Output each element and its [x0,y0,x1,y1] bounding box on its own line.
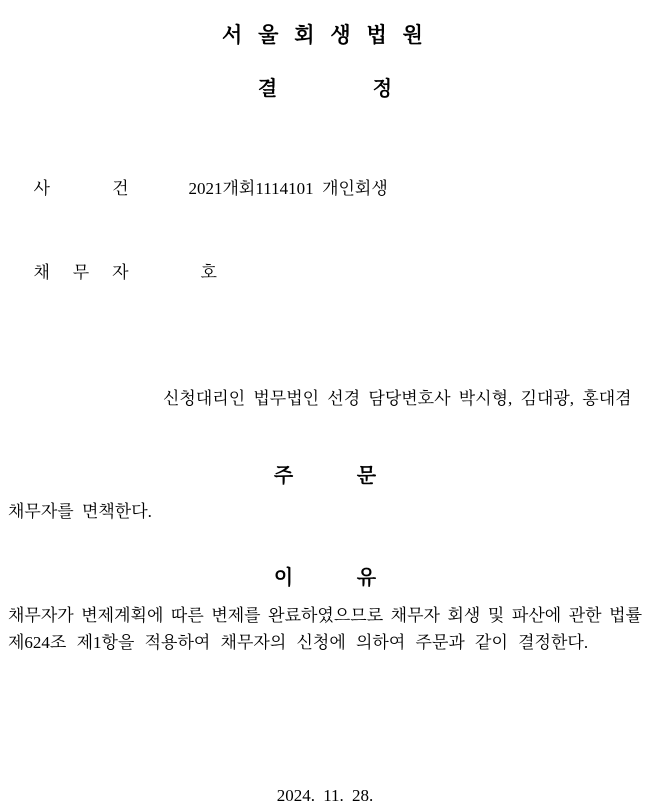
attorney-line: 신청대리인 법무법인 선경 담당변호사 박시형, 김대광, 홍대겸 [163,389,632,408]
court-name-title: 서 울 회 생 법 원 [222,24,428,47]
debtor-label: 채 무 자 [33,263,129,282]
reason-text-line: 채무자가 변제계획에 따른 변제를 완료하였으므로 채무자 회생 및 파산에 관한 법률 [8,606,642,625]
order-text: 채무자를 면책한다. [8,502,152,521]
case-number-label: 사 건 [33,179,129,198]
case-number-row [8,147,642,231]
reason-text [0,603,650,656]
debtor-row [8,231,642,315]
case-number-value: 2021개회1114101 개인회생 [188,179,388,198]
decision-date: 2024. 11. 28. [276,786,374,805]
reason-section-heading: 이 유 [273,567,377,589]
case-info-section [0,147,650,315]
document-type-title: 결 정 [257,78,393,100]
reason-text-line: 제624조 제1항을 적용하여 채무자의 신청에 의하여 주문과 같이 결정한다. [8,632,589,652]
debtor-value: 호 [200,263,217,282]
order-section-heading: 주 문 [273,465,377,487]
